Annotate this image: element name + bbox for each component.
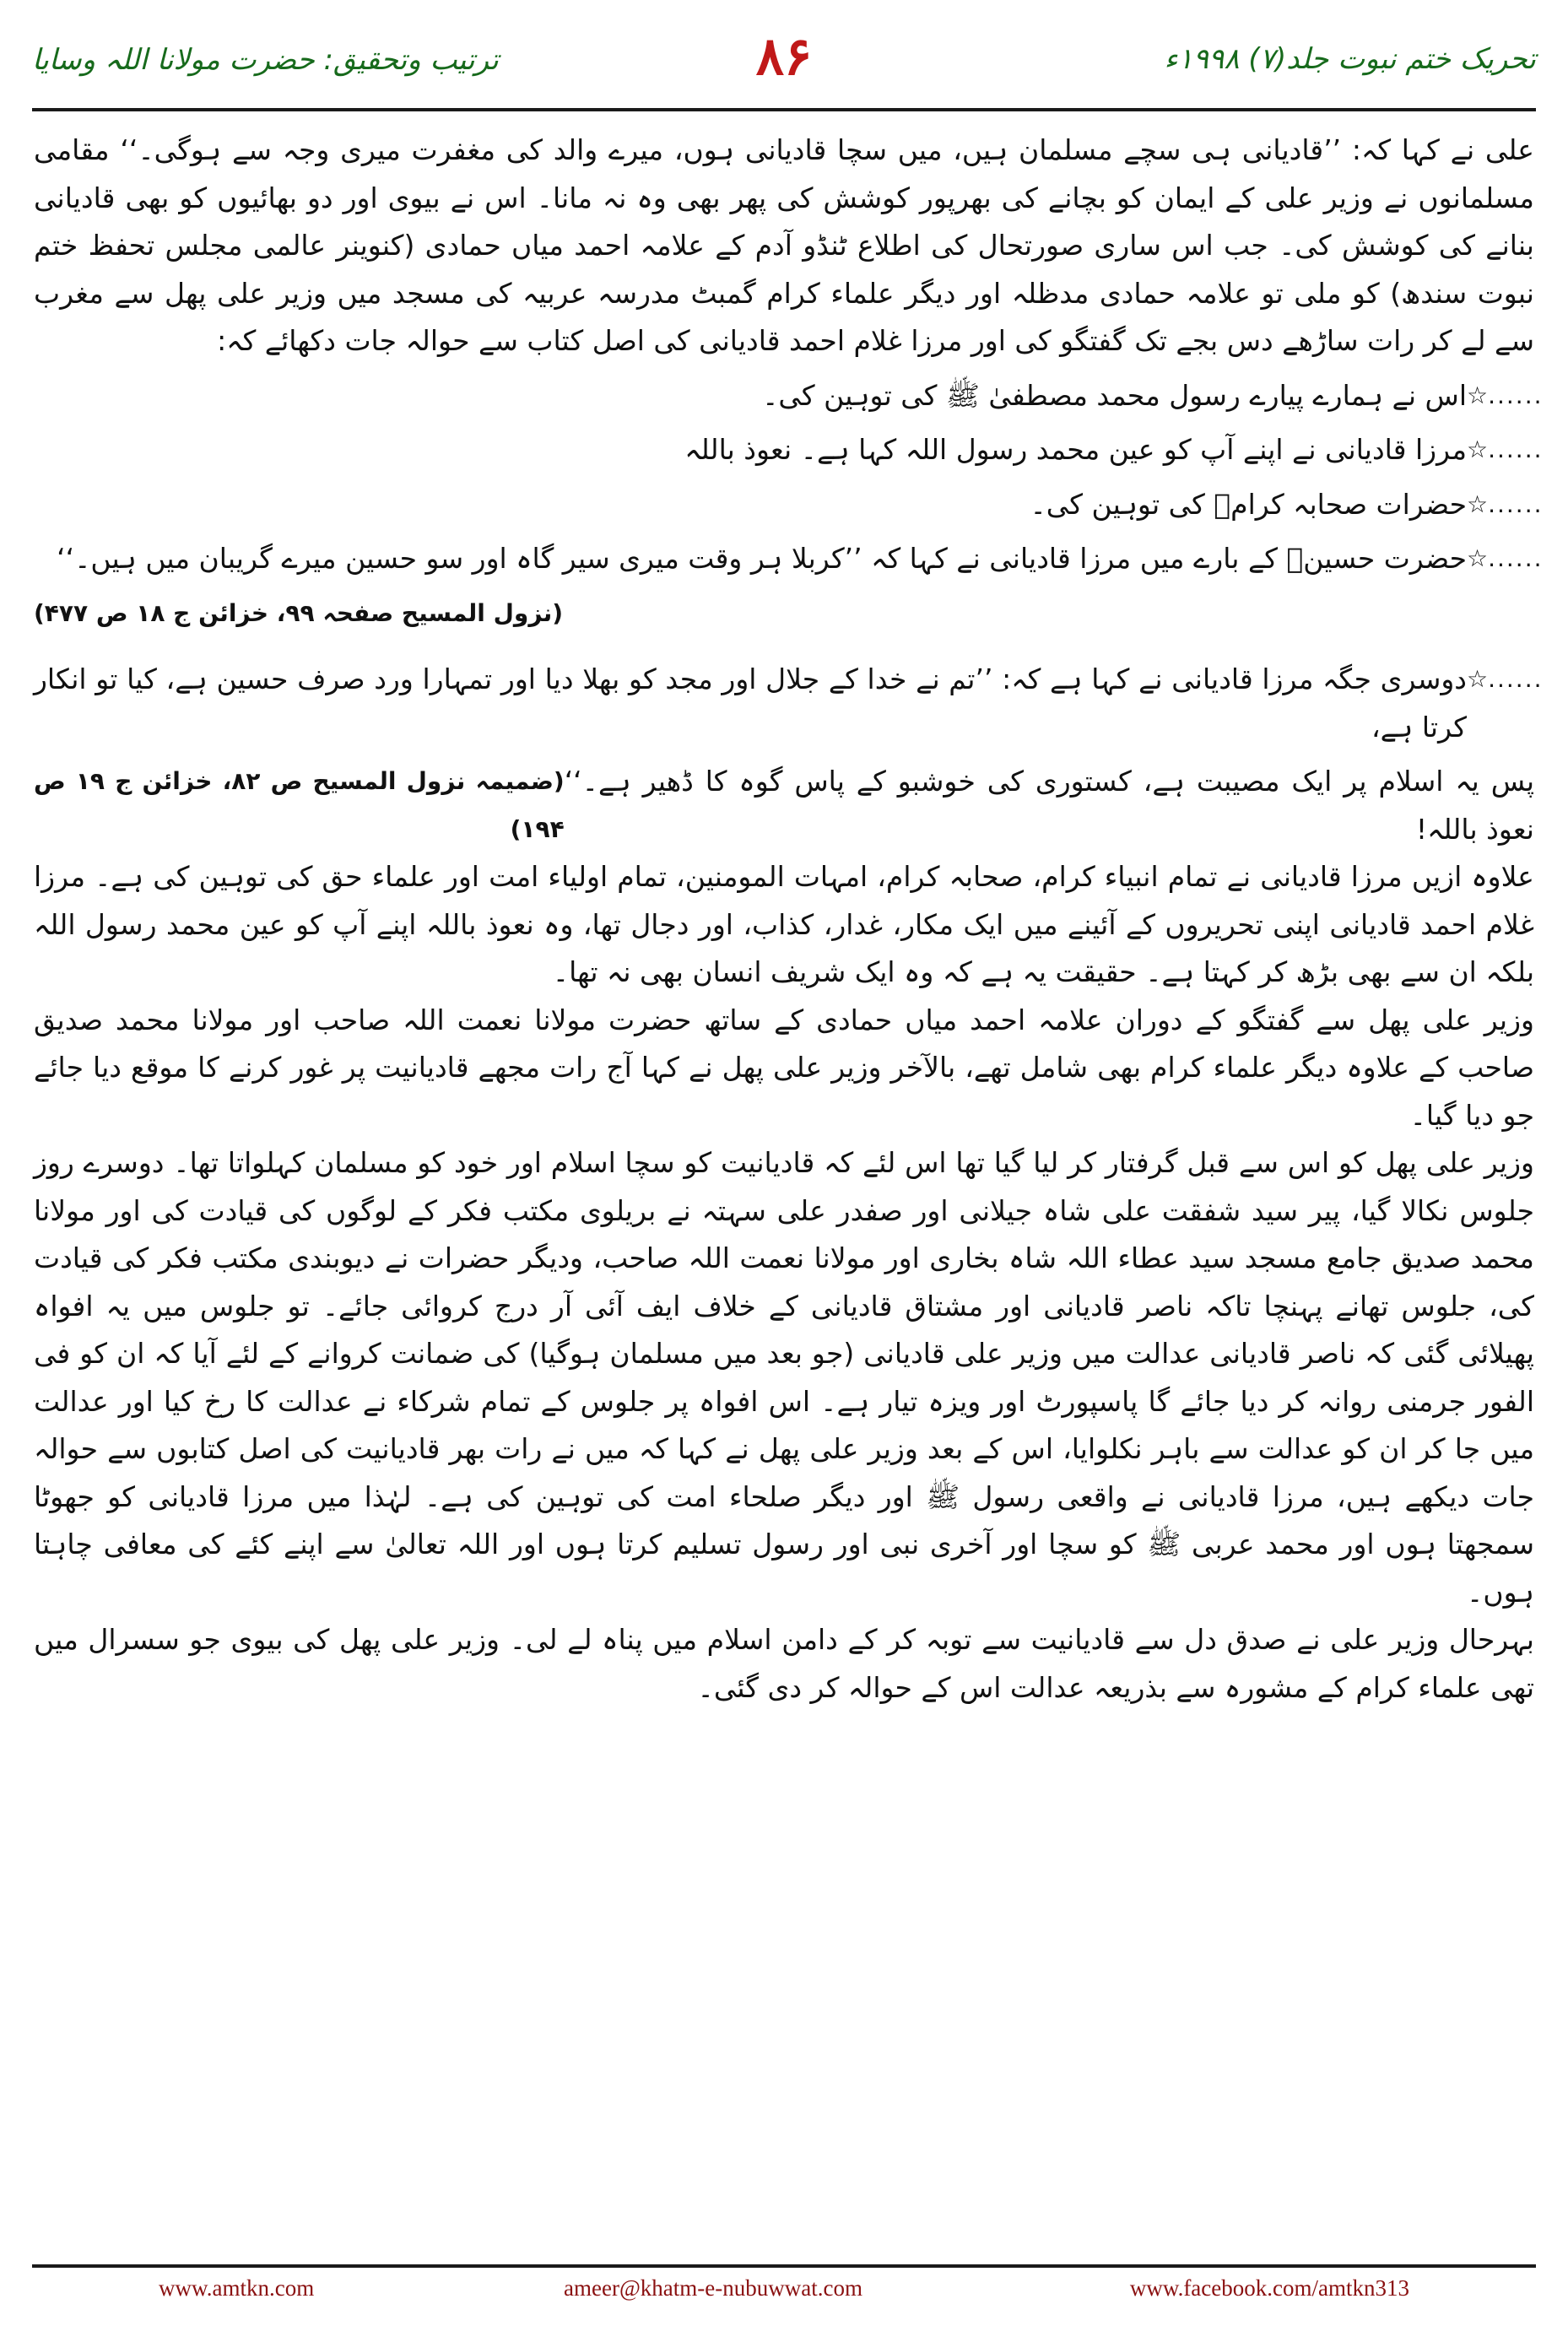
email-link[interactable]: ameer@khatm-e-nubuwwat.com bbox=[564, 2275, 862, 2301]
paragraph: علاوہ ازیں مرزا قادیانی نے تمام انبیاء کرام، صحابہ کرام، امہات المومنین، تمام اولیاء امت اور علماء حق کی توہین کی ہے۔ مرزا غلام احمد قادیانی اپنی تحریروں کے آئینے میں ایک مکار، غدار، کذاب، اور دجال تھا، وہ نعوذ باللہ اپنے آپ کو عین محمد رسول اللہ بلکہ ان سے بھی بڑھ کر کہتا ہے۔ حقیقت یہ ہے کہ وہ ایک شریف انسان بھی نہ تھا۔ bbox=[34, 860, 1534, 988]
page-number: ۸۶ bbox=[755, 25, 813, 87]
facebook-link[interactable]: www.facebook.com/amtkn313 bbox=[1129, 2275, 1409, 2301]
quote-line: پس یہ اسلام پر ایک مصیبت ہے، کستوری کی خوشبو کے پاس گوہ کا ڈھیر ہے۔‘‘ نعوذ باللہ! bbox=[564, 765, 1534, 846]
star-icon: ☆...... bbox=[1467, 489, 1544, 518]
list-item-text: حضرت حسینؓ کے بارے میں مرزا قادیانی نے کہا کہ ’’کربلا ہر وقت میری سیر گاہ اور سو حسین میرے گریبان میں ہیں۔‘‘ bbox=[57, 542, 1467, 575]
book-title: تحریک ختم نبوت جلد(۷) ۱۹۹۸ء bbox=[1164, 42, 1536, 76]
paragraph: وزیر علی پھل سے گفتگو کے دوران علامہ احمد میاں حمادی کے ساتھ حضرت مولانا نعمت اللہ صاحب اور مولانا محمد صدیق صاحب کے علاوہ دیگر علماء کرام بھی شامل تھے، بالآخر وزیر علی پھل نے کہا آج رات مجھے قادیانیت پر غور کرنے کا موقع دیا جائے جو دیا گیا۔ bbox=[34, 1003, 1534, 1132]
list-item bbox=[34, 481, 1544, 529]
list-item bbox=[34, 426, 1544, 474]
citation: (نزول المسیح صفحہ ۹۹، خزائن ج ۱۸ ص ۴۷۷) bbox=[34, 598, 564, 627]
website-link[interactable]: www.amtkn.com bbox=[159, 2275, 315, 2301]
page-footer bbox=[32, 2272, 1536, 2314]
star-icon: ☆...... bbox=[1467, 665, 1544, 693]
list-item-text: حضرات صحابہ کرامؓ کی توہین کی۔ bbox=[1030, 487, 1467, 521]
list-item bbox=[34, 372, 1544, 420]
quote-list bbox=[34, 372, 1544, 854]
star-icon: ☆...... bbox=[1467, 381, 1544, 409]
list-item bbox=[34, 535, 1544, 583]
header-divider bbox=[32, 108, 1536, 111]
list-item-text: مرزا قادیانی نے اپنے آپ کو عین محمد رسول اللہ کہا ہے۔ نعوذ باللہ bbox=[684, 433, 1467, 466]
paragraph: علی نے کہا کہ: ’’قادیانی ہی سچے مسلمان ہیں، میں سچا قادیانی ہوں، میرے والد کی مغفرت میری وجہ سے ہوگی۔‘‘ مقامی مسلمانوں نے وزیر علی کے ایمان کو بچانے کی بھرپور کوشش کی پھر بھی وہ نہ مانا۔ اس نے بیوی اور دو بھائیوں کو بھی قادیانی بنانے کی کوشش کی۔ جب اس ساری صورتحال کی اطلاع ٹنڈو آدم کے علامہ احمد میاں حمادی (کنوینر عالمی مجلس تحفظ ختم نبوت سندھ) کو ملی تو علامہ حمادی مدظلہ اور دیگر علماء کرام گمبٹ مدرسہ عربیہ کی مسجد میں وزیر علی پھل سے مغرب سے لے کر رات ساڑھے دس بجے تک گفتگو کی اور مرزا غلام احمد قادیانی کی اصل کتاب سے حوالہ جات دکھائے کہ: bbox=[34, 133, 1534, 357]
citation: (ضمیمہ نزول المسیح ص ۸۲، خزائن ج ۱۹ ص ۱۹۴) bbox=[34, 767, 565, 843]
main-body bbox=[34, 127, 1544, 1712]
star-icon: ☆...... bbox=[1467, 435, 1544, 463]
spacer bbox=[34, 637, 1534, 656]
list-item bbox=[34, 656, 1544, 751]
quote-continuation bbox=[34, 758, 1534, 853]
star-icon: ☆...... bbox=[1467, 544, 1544, 572]
page-header bbox=[32, 25, 1536, 118]
list-item-text: دوسری جگہ مرزا قادیانی نے کہا ہے کہ: ’’تم نے خدا کے جلال اور مجد کو بھلا دیا اور تمہارا ورد صرف حسین ہے، کیا تو انکار کرتا ہے، bbox=[34, 663, 1467, 744]
paragraph: وزیر علی پھل کو اس سے قبل گرفتار کر لیا گیا تھا اس لئے کہ قادیانیت کو سچا اسلام اور خود کو مسلمان کہلواتا تھا۔ دوسرے روز جلوس نکالا گیا، پیر سید شفقت علی شاہ جیلانی اور صفدر علی سہتہ نے بریلوی مکتب فکر کے لوگوں کی قیادت کی اور مولانا محمد صدیق جامع مسجد سید عطاء اللہ شاہ بخاری اور مولانا نعمت اللہ صاحب، ودیگر حضرات نے دیوبندی مکتب فکر کی قیادت کی، جلوس تھانے پہنچا تاکہ ناصر قادیانی اور مشتاق قادیانی کے خلاف ایف آئی آر درج کروائی جائے۔ تو جلوس میں یہ افواہ پھیلائی گئی کہ ناصر قادیانی عدالت میں وزیر علی قادیانی (جو بعد میں مسلمان ہوگیا) کی ضمانت کروانے کے لئے آیا کہ ان کو فی الفور جرمنی روانہ کر دیا جائے گا پاسپورٹ اور ویزہ تیار ہے۔ اس افواہ پر جلوس کے تمام شرکاء نے عدالت کا رخ کیا اور عدالت میں جا کر ان کو عدالت سے باہر نکلوایا، اس کے بعد وزیر علی پھل نے کہا کہ میں نے رات بھر قادیانیت کی اصل کتابوں سے حوالہ جات دیکھے ہیں، مرزا قادیانی نے واقعی رسول ﷺ اور دیگر صلحاء امت کی توہین کی ہے۔ لہٰذا میں مرزا قادیانی کو جھوٹا سمجھتا ہوں اور محمد عربی ﷺ کو سچا اور آخری نبی اور رسول تسلیم کرتا ہوں اور اللہ تعالیٰ سے اپنے کئے کی معافی چاہتا ہوں۔ bbox=[34, 1146, 1534, 1609]
footer-divider bbox=[32, 2264, 1536, 2268]
list-item-text: اس نے ہمارے پیارے رسول محمد مصطفیٰ ﷺ کی توہین کی۔ bbox=[762, 378, 1467, 412]
compiler-credit: ترتیب وتحقیق: حضرت مولانا اللہ وسایا bbox=[32, 43, 499, 77]
paragraph: بہرحال وزیر علی نے صدق دل سے قادیانیت سے توبہ کر کے دامن اسلام میں پناہ لے لی۔ وزیر علی پھل کی بیوی جو سسرال میں تھی علماء کرام کے مشورہ سے بذریعہ عدالت اس کے حوالہ کر دی گئی۔ bbox=[34, 1623, 1534, 1704]
